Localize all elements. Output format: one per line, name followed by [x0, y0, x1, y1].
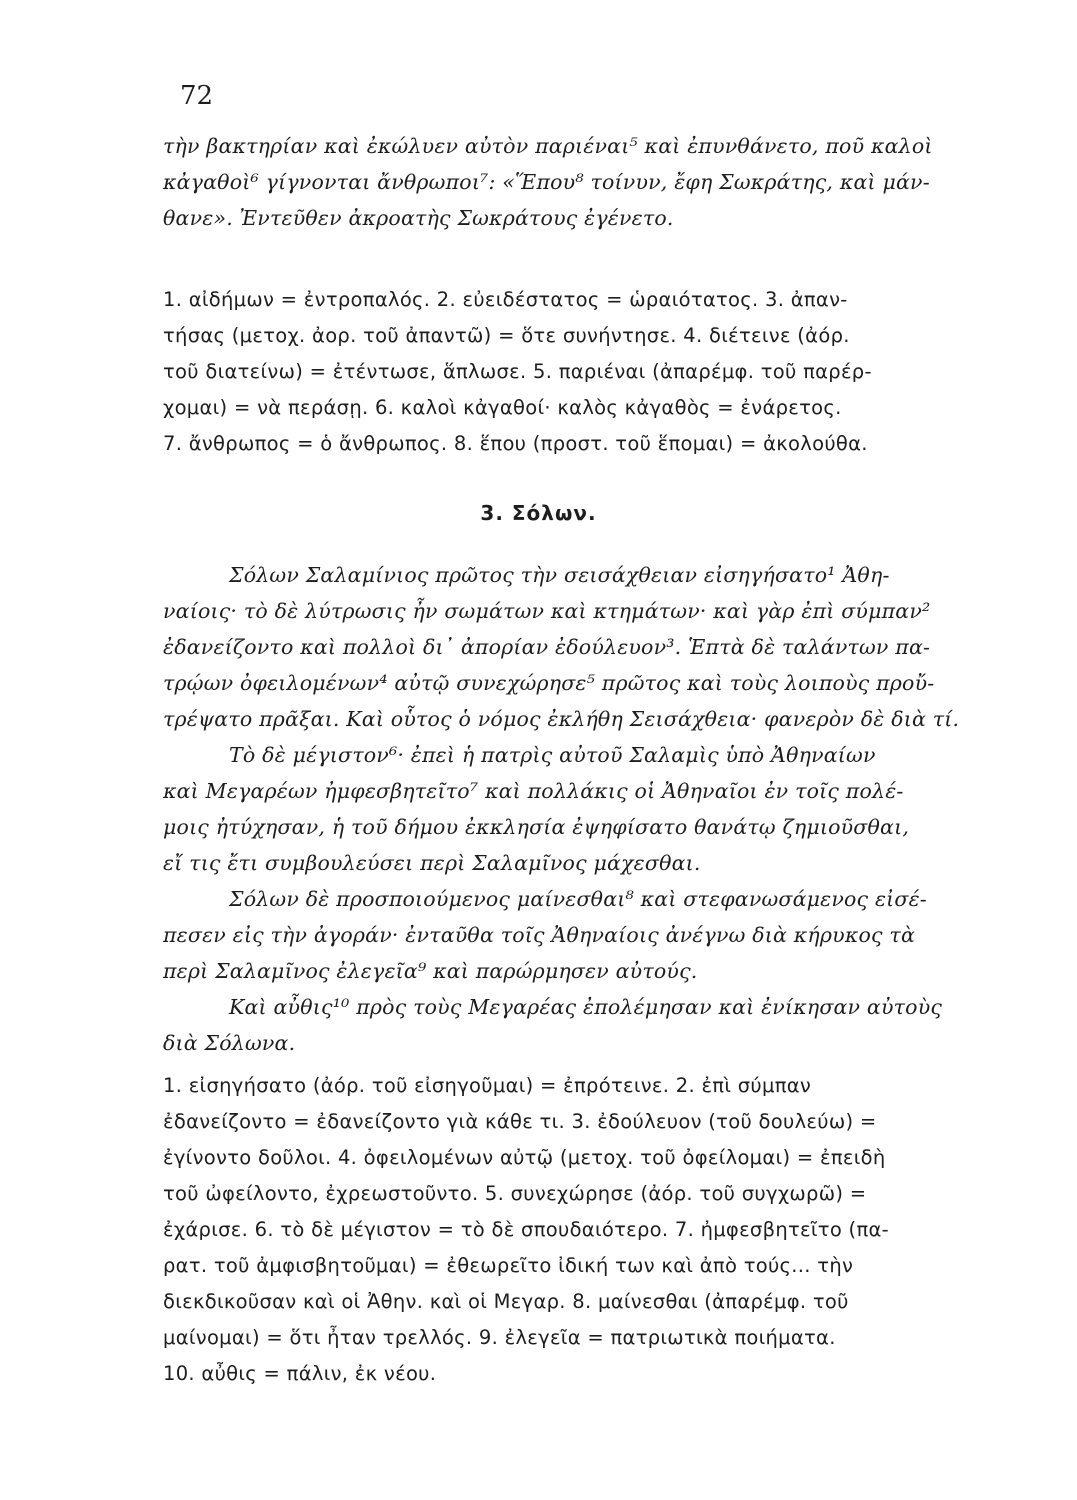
text-line: τρῴων ὀφειλομένων⁴ αὐτῷ συνεχώρησε⁵ πρῶτος καὶ τοὺς λοιποὺς προὔ-	[163, 671, 935, 695]
footnotes-block-1	[163, 282, 1013, 462]
text-line: κἀγαθοὶ⁶ γίγνονται ἄνθρωποι⁷: «Ἕπου⁸ τοίνυν, ἔφη Σωκράτης, καὶ μάν-	[163, 170, 930, 194]
text-line: τρέψατο πρᾶξαι. Καὶ οὗτος ὁ νόμος ἐκλήθη Σεισάχθεια· φανερὸν δὲ διὰ τί.	[163, 707, 960, 731]
footnote-line: 1. εἰσηγήσατο (ἀόρ. τοῦ εἰσηγοῦμαι) = ἐπρότεινε. 2. ἐπὶ σύμπαν	[163, 1074, 812, 1097]
text-line: θανε». Ἐντεῦθεν ἀκροατὴς Σωκράτους ἐγένετο.	[163, 206, 674, 230]
text-line: καὶ Μεγαρέων ἠμφεσβητεῖτο⁷ καὶ πολλάκις οἱ Ἀθηναῖοι ἐν τοῖς πολέ-	[163, 779, 904, 803]
text-line: Σόλων δὲ προσποιούμενος μαίνεσθαι⁸ καὶ στεφανωσάμενος εἰσέ-	[229, 887, 927, 911]
footnote-line: 1. αἰδήμων = ἐντροπαλός. 2. εὐειδέστατος = ὡραιότατος. 3. ἀπαν-	[163, 288, 848, 311]
story-paragraph-1	[163, 557, 1013, 737]
footnote-line: τήσας (μετοχ. ἀορ. τοῦ ἀπαντῶ) = ὅτε συνήντησε. 4. διέτεινε (ἀόρ.	[163, 324, 850, 347]
section-heading: 3. Σόλων.	[480, 501, 597, 525]
footnote-line: ρατ. τοῦ ἀμφισβητοῦμαι) = ἐθεωρεῖτο ἰδική των καὶ ἀπὸ τούς... τὴν	[163, 1254, 854, 1277]
text-line: Καὶ αὖθις¹⁰ πρὸς τοὺς Μεγαρέας ἐπολέμησαν καὶ ἐνίκησαν αὐτοὺς	[229, 995, 943, 1019]
footnote-line: ἐχάρισε. 6. τὸ δὲ μέγιστον = τὸ δὲ σπουδαιότερο. 7. ἠμφεσβητεῖτο (πα-	[163, 1218, 889, 1241]
story-paragraph-4	[163, 989, 1013, 1061]
story-paragraph-2	[163, 737, 1013, 881]
footnote-line: μαίνομαι) = ὅτι ἦταν τρελλός. 9. ἐλεγεῖα = πατριωτικὰ ποιήματα.	[163, 1326, 836, 1349]
footnote-line: ἐδανείζοντο = ἐδανείζοντο γιὰ κάθε τι. 3. ἐδούλευον (τοῦ δουλεύω) =	[163, 1110, 877, 1133]
footnote-line: ἐγίνοντο δοῦλοι. 4. ὀφειλομένων αὐτῷ (μετοχ. τοῦ ὀφείλομαι) = ἐπειδὴ	[163, 1146, 886, 1169]
text-line: Τὸ δὲ μέγιστον⁶· ἐπεὶ ἡ πατρὶς αὐτοῦ Σαλαμὶς ὑπὸ Ἀθηναίων	[229, 743, 876, 767]
text-line: πεσεν εἰς τὴν ἀγοράν· ἐνταῦθα τοῖς Ἀθηναίοις ἀνέγνω διὰ κήρυκος τὰ	[163, 923, 915, 947]
text-line: τὴν βακτηρίαν καὶ ἐκώλυεν αὐτὸν παριέναι⁵ καὶ ἐπυνθάνετο, ποῦ καλοὶ	[163, 134, 933, 158]
text-line: περὶ Σαλαμῖνος ἐλεγεῖα⁹ καὶ παρώρμησεν αὐτούς.	[163, 959, 698, 983]
footnote-line: 10. αὖθις = πάλιν, ἐκ νέου.	[163, 1362, 437, 1385]
text-line: μοις ἠτύχησαν, ἡ τοῦ δήμου ἐκκλησία ἐψηφίσατο θανάτῳ ζημιοῦσθαι,	[163, 815, 910, 839]
text-line: ναίοις· τὸ δὲ λύτρωσις ἦν σωμάτων καὶ κτημάτων· καὶ γὰρ ἐπὶ σύμπαν²	[163, 599, 931, 623]
footnote-line: τοῦ ὠφείλοντο, ἐχρεωστοῦντο. 5. συνεχώρησε (ἀόρ. τοῦ συγχωρῶ) =	[163, 1182, 867, 1205]
footnote-line: 7. ἄνθρωπος = ὁ ἄνθρωπος. 8. ἕπου (προστ. τοῦ ἕπομαι) = ἀκολούθα.	[163, 432, 868, 455]
text-line: Σόλων Σαλαμίνιος πρῶτος τὴν σεισάχθειαν εἰσηγήσατο¹ Ἀθη-	[229, 563, 890, 587]
text-line: εἴ τις ἔτι συμβουλεύσει περὶ Σαλαμῖνος μάχεσθαι.	[163, 851, 701, 875]
footnote-line: διεκδικοῦσαν καὶ οἱ Ἀθην. καὶ οἱ Μεγαρ. 8. μαίνεσθαι (ἀπαρέμφ. τοῦ	[163, 1290, 849, 1313]
footnotes-block-2	[163, 1068, 1013, 1392]
page-number: 72	[180, 81, 214, 111]
story-text	[163, 557, 1013, 1061]
text-line: διὰ Σόλωνα.	[163, 1031, 296, 1055]
footnote-line: τοῦ διατείνω) = ἐτέντωσε, ἅπλωσε. 5. παριέναι (ἀπαρέμφ. τοῦ παρέρ-	[163, 360, 872, 383]
story-paragraph-3	[163, 881, 1013, 989]
intro-paragraph	[163, 128, 1013, 236]
footnote-line: χομαι) = νὰ περάσῃ. 6. καλοὶ κἀγαθοί· καλὸς κἀγαθὸς = ἐνάρετος.	[163, 396, 842, 419]
text-line: ἐδανείζοντο καὶ πολλοὶ δι᾽ ἀπορίαν ἐδούλευον³. Ἑπτὰ δὲ ταλάντων πα-	[163, 635, 931, 659]
